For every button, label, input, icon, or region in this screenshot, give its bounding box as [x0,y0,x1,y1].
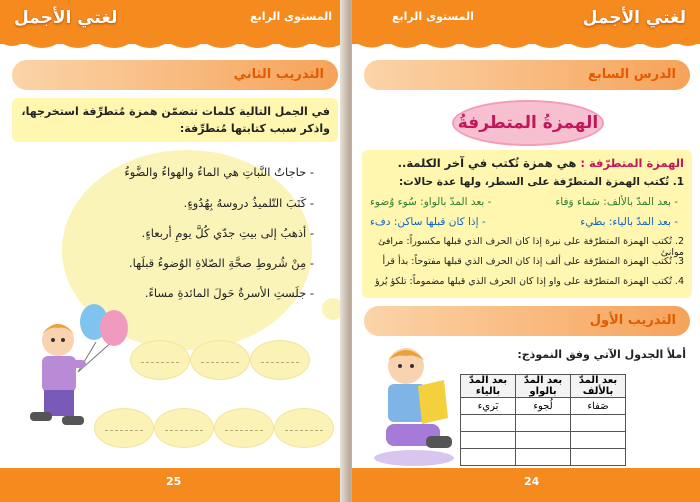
answer-blank-1[interactable] [130,340,190,380]
footer-bar [0,468,348,502]
exercise-title: التدريب الأول [364,306,690,336]
level-label: المستوى الرابع [250,10,332,23]
sentence-1: - حاجاتُ النَّباتِ هي الماءُ والهواءُ والضَّوءُ [124,165,314,179]
sentence-4: - مِنْ شُروطِ صحَّةِ الصّلاةِ الوُضوءُ قبلَها. [128,256,314,270]
page-number: 25 [166,475,182,488]
case-waw: - بعد المدّ بالواو: سُوء وُضوء [370,196,492,208]
table-cell: صَفاء [571,398,626,415]
table-row[interactable] [461,415,626,432]
child-reading-illustration [366,340,462,468]
table-header-alef: بعد المدّ بالألف [571,375,626,398]
sentence-2: - كَتَبَ التّلميذُ دروسهُ بِهُدُوءٍ. [183,196,314,210]
definition-term: الهمزة المتطرّفة : [580,156,684,170]
table-cell-blank[interactable] [461,432,516,449]
table-row[interactable] [461,449,626,466]
page-number: 24 [524,475,540,488]
rule-2: 2. تُكتب الهمزة المتطرّفة على نبرة إذا كان الحرف الذي قبلها مكسوراً: مرافئ موانئ [377,236,684,258]
page-24 [352,0,700,502]
definition-line [398,156,684,170]
answer-blank-4[interactable] [94,408,154,448]
table-cell-blank[interactable] [516,449,571,466]
rule-4: 4. تُكتب الهمزة المتطرّفة على واو إذا كان الحرف الذي قبلها مضموماً: تلكؤ يُرؤ [375,276,684,287]
case-sukun: - إذا كان قبلها ساكن: دفء [370,216,486,228]
case-ya: - بعد المدّ بالياء: بطيء [580,216,678,228]
brand-logo: لغتي الأجمل [582,8,686,28]
exercise-instruction: أملأ الجدول الآتي وفق النموذج: [517,348,686,361]
sentence-5: - جلَستِ الأسرةُ حَولَ المائدةِ مساءً. [144,286,314,300]
table-cell: لُجوء [516,398,571,415]
section-title: التدريب الثاني [12,60,338,90]
answer-blank-5[interactable] [154,408,214,448]
table-cell-blank[interactable] [571,415,626,432]
answer-blank-2[interactable] [190,340,250,380]
wave-decoration [352,34,700,54]
lesson-title: الهمزةُ المتطرفةُ [452,100,604,146]
header-bar [0,0,348,44]
footer-bar [352,468,700,502]
wave-decoration [0,34,348,54]
table-cell-blank[interactable] [516,432,571,449]
table-header-waw: بعد المدّ بالواو [516,375,571,398]
table-cell-blank[interactable] [516,415,571,432]
table-row [461,398,626,415]
exercise-table [460,374,626,466]
brand-logo: لغتي الأجمل [14,8,118,28]
table-cell: بَريء [461,398,516,415]
table-row[interactable] [461,432,626,449]
definition-text: هي همزة تُكتب في آخر الكلمة.. [397,156,577,170]
table-cell-blank[interactable] [461,415,516,432]
rule-3: 3. تُكتب الهمزة المتطرّفة على ألف إذا كان الحرف الذي قبلها مفتوحاً: بدأ قرأ [382,256,684,267]
page-25 [0,0,348,502]
table-cell-blank[interactable] [461,449,516,466]
instruction-text: في الجمل التالية كلمات تتضمّن همزة مُتطرِّفة استخرجها، واذكر سبب كتابتها مُتطرِّفة: [21,105,330,135]
sentence-3: - أذهبُ إلى بيتِ جدّي كُلَّ يومِ أربعاءٍ. [141,226,314,240]
definition-box [362,150,692,298]
answer-blank-6[interactable] [214,408,274,448]
case-alef: - بعد المدّ بالألف: سَماء وَفاء [555,196,678,208]
table-header-ya: بعد المدّ بالياء [461,375,516,398]
level-label: المستوى الرابع [392,10,474,23]
table-cell-blank[interactable] [571,432,626,449]
lesson-label: الدرس السابع [364,60,690,90]
rule-1: 1. تُكتب الهمزة المتطرّفة على السطر، ولها عدة حالات: [398,176,684,188]
answer-blank-7[interactable] [274,408,334,448]
table-cell-blank[interactable] [571,449,626,466]
answer-blank-3[interactable] [250,340,310,380]
instruction-box [12,98,338,142]
header-bar [352,0,700,44]
